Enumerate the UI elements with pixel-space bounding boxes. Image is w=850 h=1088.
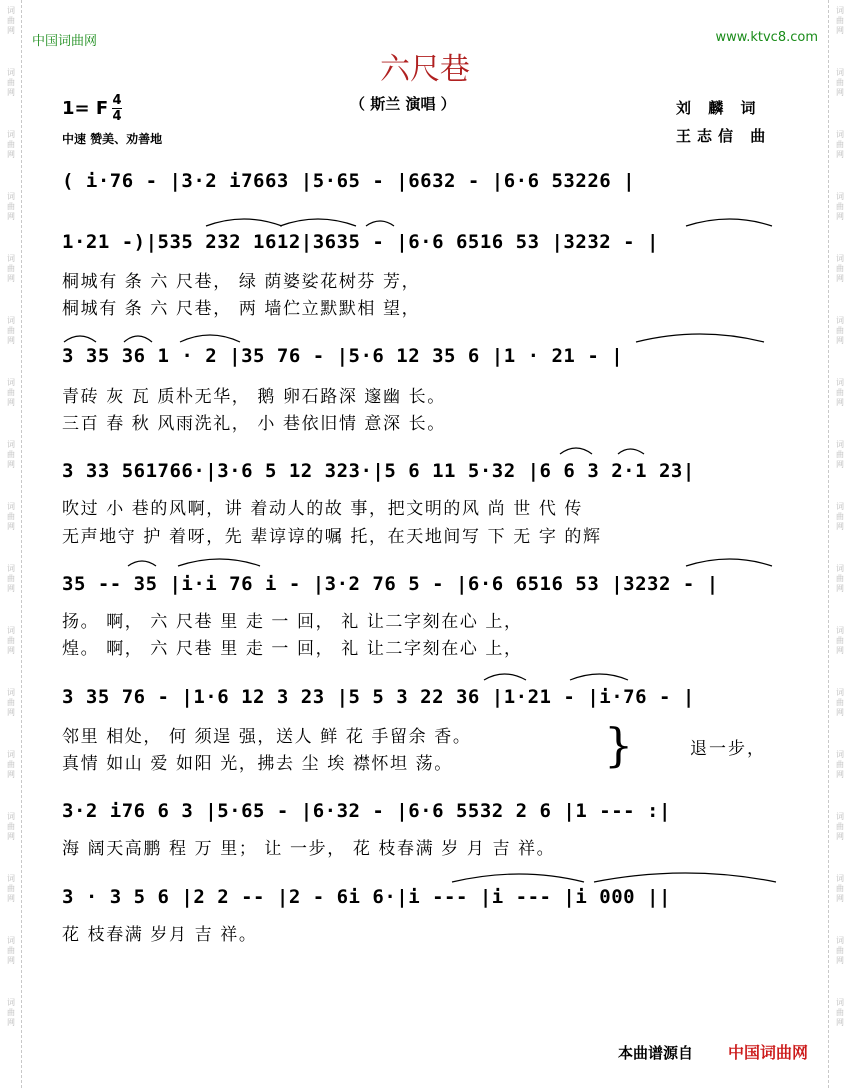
notation-line-8: 3 · 3 5 6 |2 2 -- |2 - 6i 6·|i --- |i --- |i 000 ||	[62, 886, 671, 908]
watermark-text: 词 曲 网	[836, 68, 844, 97]
refrain-aside: 退一步，	[690, 739, 766, 759]
source-site-link[interactable]: 中国词曲网	[728, 1043, 809, 1062]
lyric-line-3-verse-2: 三百 春 秋 风雨洗礼， 小 巷依旧情 意深 长。	[62, 414, 446, 434]
watermark-text: 词 曲 网	[7, 750, 15, 779]
site-name-link[interactable]: 中国词曲网	[32, 34, 98, 49]
key-signature: 1= F	[62, 98, 109, 119]
slur-arc	[366, 221, 394, 226]
source-label: 本曲谱源自	[618, 1044, 694, 1062]
slur-arc	[686, 559, 772, 566]
watermark-text: 词 曲 网	[836, 316, 844, 345]
lyric-line-3-verse-1: 青砖 灰 瓦 质朴无华， 鹅 卵石路深 邃幽 长。	[62, 387, 446, 407]
watermark-text: 词 曲 网	[836, 874, 844, 903]
notation-line-3: 3 35 36 1 · 2 |35 76 - |5·6 12 35 6 |1 · 21 - |	[62, 345, 624, 367]
lyric-line-2-verse-2: 桐城有 条 六 尺巷， 两 墙伫立默默相 望，	[62, 299, 421, 319]
lyricist-credit: 刘 麟 词	[676, 99, 762, 117]
watermark-text: 词 曲 网	[7, 502, 15, 531]
slur-arc	[618, 449, 644, 454]
slur-arc	[594, 873, 776, 882]
slur-arc	[560, 448, 592, 454]
watermark-text: 词 曲 网	[7, 68, 15, 97]
watermark-text: 词 曲 网	[7, 936, 15, 965]
slur-arc	[452, 874, 584, 882]
watermark-text: 词 曲 网	[7, 6, 15, 35]
watermark-text: 词 曲 网	[7, 192, 15, 221]
lyric-line-6-verse-2: 真情 如山 爱 如阳 光，拂去 尘 埃 襟怀坦 荡。	[62, 754, 453, 774]
lyric-line-5-verse-2: 煌。 啊， 六 尺巷 里 走 一 回， 礼 让二字刻在心 上，	[62, 639, 523, 659]
tempo-marking: 中速 赞美、劝善地	[62, 132, 163, 146]
lyric-line-8: 花 枝春满 岁月 吉 祥。	[62, 925, 258, 945]
singer-credit: （ 斯兰 演唱 ）	[350, 95, 456, 113]
notation-line-6: 3 35 76 - |1·6 12 3 23 |5 5 3 22 36 |1·21 - |i·76 - |	[62, 686, 695, 708]
notation-line-2: 1·21 -)|535 232 1612|3635 - |6·6 6516 53 |3232 - |	[62, 231, 659, 253]
slur-arc	[124, 336, 152, 342]
lyric-line-7: 海 阔天高鹏 程 万 里； 让 一步， 花 枝春满 岁 月 吉 祥。	[62, 839, 556, 859]
watermark-text: 词 曲 网	[836, 750, 844, 779]
watermark-text: 词 曲 网	[836, 688, 844, 717]
watermark-text: 词 曲 网	[7, 440, 15, 469]
watermark-text: 词 曲 网	[836, 254, 844, 283]
notation-line-5: 35 -- 35 |i·i 76 i - |3·2 76 5 - |6·6 6516 53 |3232 - |	[62, 573, 719, 595]
watermark-text: 词 曲 网	[836, 626, 844, 655]
watermark-text: 词 曲 网	[836, 130, 844, 159]
lyric-line-6-verse-1: 邻里 相处， 何 须逞 强，送人 鲜 花 手留余 香。	[62, 727, 472, 747]
lyric-line-2-verse-1: 桐城有 条 六 尺巷， 绿 荫婆娑花树芬 芳，	[62, 272, 421, 292]
watermark-text: 词 曲 网	[836, 192, 844, 221]
watermark-text: 词 曲 网	[7, 688, 15, 717]
slur-arc	[64, 336, 96, 342]
song-title: 六尺巷	[380, 52, 470, 87]
lyric-line-4-verse-1: 吹过 小 巷的风啊，讲 着动人的故 事，把文明的风 尚 世 代 传	[62, 499, 584, 519]
slur-arc	[484, 674, 526, 680]
slur-arc	[280, 219, 356, 226]
slur-arc	[128, 561, 156, 566]
site-url-link[interactable]: www.ktvc8.com	[715, 30, 818, 45]
watermark-text: 词 曲 网	[836, 564, 844, 593]
watermark-text: 词 曲 网	[836, 440, 844, 469]
watermark-text: 词 曲 网	[7, 626, 15, 655]
watermark-text: 词 曲 网	[7, 564, 15, 593]
watermark-text: 词 曲 网	[7, 812, 15, 841]
slur-arc	[178, 559, 260, 566]
watermark-text: 词 曲 网	[836, 378, 844, 407]
slur-arc	[686, 219, 772, 226]
lyric-line-4-verse-2: 无声地守 护 着呀，先 辈谆谆的嘱 托，在天地间写 下 无 字 的辉	[62, 527, 602, 547]
notation-line-1: ( i·76 - |3·2 i7663 |5·65 - |6632 - |6·6 53226 |	[62, 170, 636, 192]
watermark-text: 词 曲 网	[7, 998, 15, 1027]
lyric-line-5-verse-1: 扬。 啊， 六 尺巷 里 走 一 回， 礼 让二字刻在心 上，	[62, 612, 523, 632]
watermark-text: 词 曲 网	[7, 316, 15, 345]
watermark-text: 词 曲 网	[836, 502, 844, 531]
watermark-text: 词 曲 网	[836, 936, 844, 965]
watermark-text: 词 曲 网	[7, 130, 15, 159]
watermark-text: 词 曲 网	[836, 812, 844, 841]
meter-bottom: 4	[112, 109, 122, 124]
meter-top: 4	[112, 93, 122, 108]
slur-arc	[570, 674, 628, 680]
watermark-text: 词 曲 网	[7, 874, 15, 903]
slur-arc	[206, 219, 282, 226]
slur-arc	[180, 335, 240, 342]
composer-credit: 王志信 曲	[676, 127, 772, 145]
slur-arc	[636, 334, 764, 342]
watermark-text: 词 曲 网	[836, 6, 844, 35]
watermark-text: 词 曲 网	[7, 254, 15, 283]
notation-line-7: 3·2 i76 6 3 |5·65 - |6·32 - |6·6 5532 2 6 |1 --- :|	[62, 800, 671, 822]
watermark-text: 词 曲 网	[7, 378, 15, 407]
watermark-text: 词 曲 网	[836, 998, 844, 1027]
verse-brace: }	[604, 718, 634, 772]
notation-line-4: 3 33 561766·|3·6 5 12 323·|5 6 11 5·32 |6 6 3 2·1 23|	[62, 460, 695, 482]
